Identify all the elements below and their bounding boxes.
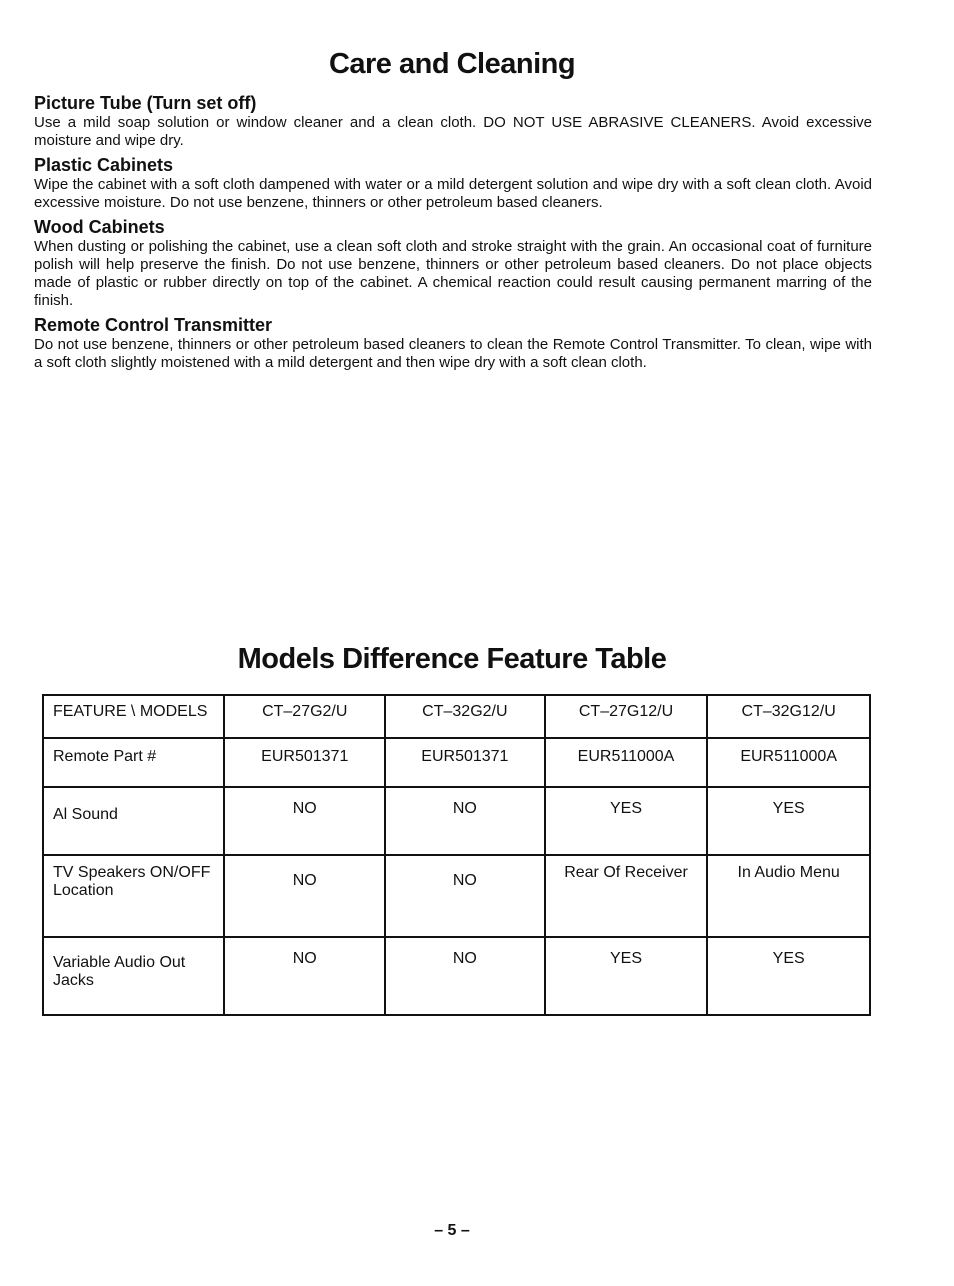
table-row	[43, 937, 870, 1015]
row-label: Remote Part #	[43, 738, 224, 787]
header-cell: CT–27G2/U	[224, 695, 385, 738]
row-label: Variable Audio Out Jacks	[43, 937, 224, 1015]
section-text: Do not use benzene, thinners or other petroleum based cleaners to clean the Remote Control Transmitter. To clean, wipe with a soft cloth slightly moistened with a mild detergent and then wipe dry with a soft clean cloth.	[34, 336, 872, 371]
section-heading: Plastic Cabinets	[34, 155, 174, 175]
table-cell: EUR501371	[385, 738, 545, 787]
table-cell: EUR511000A	[545, 738, 708, 787]
section-text: Use a mild soap solution or window cleaner and a clean cloth. DO NOT USE ABRASIVE CLEANERS. Avoid excessive moisture and wipe dry.	[34, 114, 872, 149]
table-cell: EUR501371	[224, 738, 385, 787]
section-picture-tube	[34, 92, 872, 150]
section-wood-cabinets	[34, 216, 872, 310]
section-text: Wipe the cabinet with a soft cloth dampened with water or a mild detergent solution and wipe dry with a soft clean cloth. Avoid excessive moisture. Do not use benzene, thinners or other petroleum based cleaners.	[34, 176, 872, 211]
section-heading: Remote Control Transmitter	[34, 315, 273, 335]
table-cell: NO	[224, 787, 385, 855]
table-cell: YES	[707, 787, 870, 855]
table-cell: NO	[385, 937, 545, 1015]
table-row	[43, 738, 870, 787]
table-cell: NO	[385, 855, 545, 937]
header-cell: CT–32G12/U	[707, 695, 870, 738]
table-cell: EUR511000A	[707, 738, 870, 787]
table-cell: NO	[224, 855, 385, 937]
header-cell: CT–32G2/U	[385, 695, 545, 738]
table-cell: In Audio Menu	[707, 855, 870, 937]
table-row	[43, 855, 870, 937]
feature-table	[42, 694, 871, 1016]
care-sections	[34, 92, 872, 376]
section-text: When dusting or polishing the cabinet, use a clean soft cloth and stroke straight with the grain. An occasional coat of furniture polish will help preserve the finish. Do not use benzene, thinners or other petroleum based cleaners. Do not place objects made of plastic or rubber directly on top of the cabinet. A chemical reaction could result causing permanent marring of the finish.	[34, 238, 872, 309]
table-cell: Rear Of Receiver	[545, 855, 708, 937]
section-remote-control	[34, 314, 872, 372]
section-heading: Picture Tube (Turn set off)	[34, 93, 257, 113]
table-header-row	[43, 695, 870, 738]
care-cleaning-title: Care and Cleaning	[328, 48, 576, 80]
row-label: Al Sound	[43, 787, 224, 855]
models-table-title: Models Difference Feature Table	[237, 643, 667, 675]
table-cell: YES	[545, 937, 708, 1015]
header-cell: FEATURE \ MODELS	[43, 695, 224, 738]
section-plastic-cabinets	[34, 154, 872, 212]
section-heading: Wood Cabinets	[34, 217, 165, 237]
table-cell: YES	[545, 787, 708, 855]
table-cell: NO	[385, 787, 545, 855]
row-label: TV Speakers ON/OFF Location	[43, 855, 224, 937]
table-cell: YES	[707, 937, 870, 1015]
header-cell: CT–27G12/U	[545, 695, 708, 738]
page-number: – 5 –	[434, 1222, 470, 1239]
table-row	[43, 787, 870, 855]
table-cell: NO	[224, 937, 385, 1015]
